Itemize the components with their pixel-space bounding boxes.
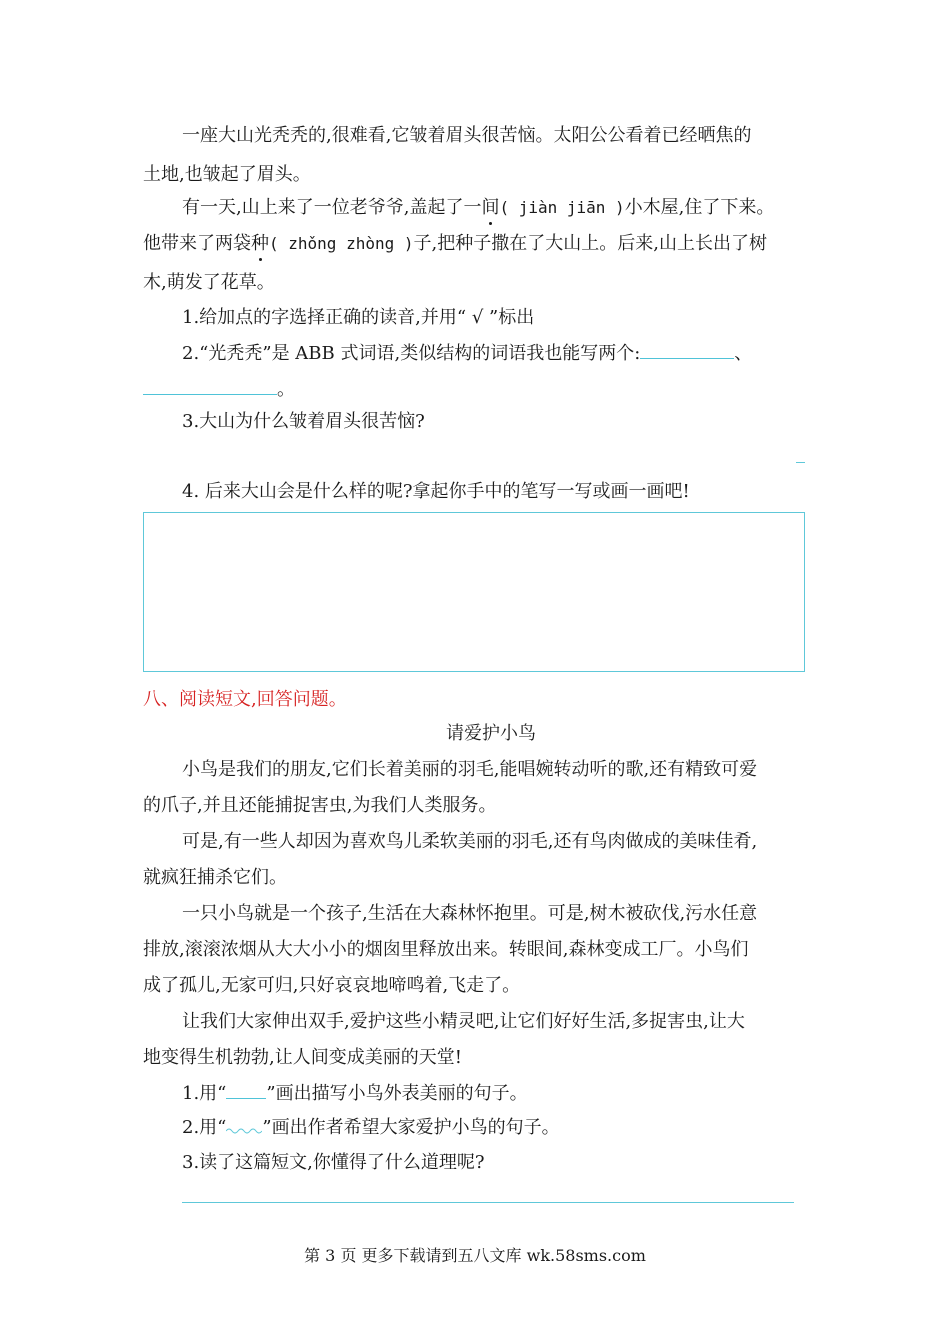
answer-blank-1[interactable] bbox=[640, 344, 734, 359]
question-text: 2.用“ bbox=[182, 1117, 227, 1138]
question-4: 4. 后来大山会是什么样的呢?拿起你手中的笔写一写或画一画吧! bbox=[182, 481, 690, 502]
question-text: ”画出作者希望大家爱护小鸟的句子。 bbox=[262, 1117, 560, 1138]
text-segment: 小木屋,住了下来。 bbox=[624, 197, 775, 218]
question-2-continued bbox=[143, 378, 295, 402]
text-segment: 子,把种子撒在了大山上。后来,山上长出了树 bbox=[413, 233, 767, 254]
passage2-line: 排放,滚滚浓烟从大大小小的烟囱里释放出来。转眼间,森林变成工厂。小鸟们 bbox=[143, 939, 749, 960]
passage1-line: 一座大山光秃秃的,很难看,它皱着眉头很苦恼。太阳公公看着已经晒焦的 bbox=[182, 125, 752, 146]
passage2-line: 可是,有一些人却因为喜欢鸟儿柔软美丽的羽毛,还有鸟肉做成的美味佳肴, bbox=[182, 831, 758, 852]
passage2-line: 一只小鸟就是一个孩子,生活在大森林怀抱里。可是,树木被砍伐,污水任意 bbox=[182, 903, 758, 924]
pinyin-options: ( zhǒng zhòng ) bbox=[269, 234, 414, 253]
straight-underline-sample bbox=[226, 1084, 266, 1099]
section8-question-3: 3.读了这篇短文,你懂得了什么道理呢? bbox=[182, 1152, 485, 1173]
page-footer: 第 3 页 更多下载请到五八文库 wk.58sms.com bbox=[304, 1246, 646, 1265]
question-2 bbox=[182, 342, 752, 366]
passage2-line: 就疯狂捕杀它们。 bbox=[143, 867, 287, 888]
pinyin-options: ( jiàn jiān ) bbox=[499, 198, 625, 217]
question-1: 1.给加点的字选择正确的读音,并用“ √ ”标出 bbox=[182, 307, 535, 328]
question-text: 1.用“ bbox=[182, 1083, 227, 1104]
text-segment: 有一天,山上来了一位老爷爷,盖起了一 bbox=[182, 197, 482, 218]
section8-question-1 bbox=[182, 1082, 528, 1106]
dotted-character: 种 bbox=[251, 233, 269, 254]
passage2-line: 地变得生机勃勃,让人间变成美丽的天堂! bbox=[143, 1047, 462, 1068]
section8-question-2 bbox=[182, 1116, 560, 1140]
drawing-answer-box[interactable] bbox=[143, 512, 805, 672]
passage2-line: 让我们大家伸出双手,爱护这些小精灵吧,让它们好好生活,多捉害虫,让大 bbox=[182, 1011, 745, 1032]
passage2-line: 小鸟是我们的朋友,它们长着美丽的羽毛,能唱婉转动听的歌,还有精致可爱 bbox=[182, 759, 758, 780]
punctuation: 。 bbox=[277, 379, 295, 400]
passage1-line bbox=[182, 196, 774, 220]
question-text: 2.“光秃秃”是 ABB 式词语,类似结构的词语我也能写两个: bbox=[182, 343, 641, 364]
question-3: 3.大山为什么皱着眉头很苦恼? bbox=[182, 411, 425, 432]
passage1-line bbox=[143, 232, 767, 256]
answer-line[interactable] bbox=[182, 1202, 794, 1203]
wavy-underline-sample bbox=[226, 1125, 262, 1135]
passage1-line: 土地,也皱起了眉头。 bbox=[143, 164, 311, 185]
passage2-line: 成了孤儿,无家可归,只好哀哀地啼鸣着,飞走了。 bbox=[143, 975, 521, 996]
text-segment: 他带来了两袋 bbox=[143, 233, 251, 254]
section-heading: 八、阅读短文,回答问题。 bbox=[143, 689, 347, 710]
separator: 、 bbox=[734, 343, 753, 364]
passage1-line: 木,萌发了花草。 bbox=[143, 272, 275, 293]
dotted-character: 间 bbox=[481, 197, 500, 218]
answer-blank-2[interactable] bbox=[143, 380, 277, 395]
passage2-line: 的爪子,并且还能捕捉害虫,为我们人类服务。 bbox=[143, 795, 497, 816]
answer-line-mark bbox=[796, 462, 805, 463]
passage-title: 请爱护小鸟 bbox=[446, 723, 536, 744]
question-text: ”画出描写小鸟外表美丽的句子。 bbox=[266, 1083, 528, 1104]
